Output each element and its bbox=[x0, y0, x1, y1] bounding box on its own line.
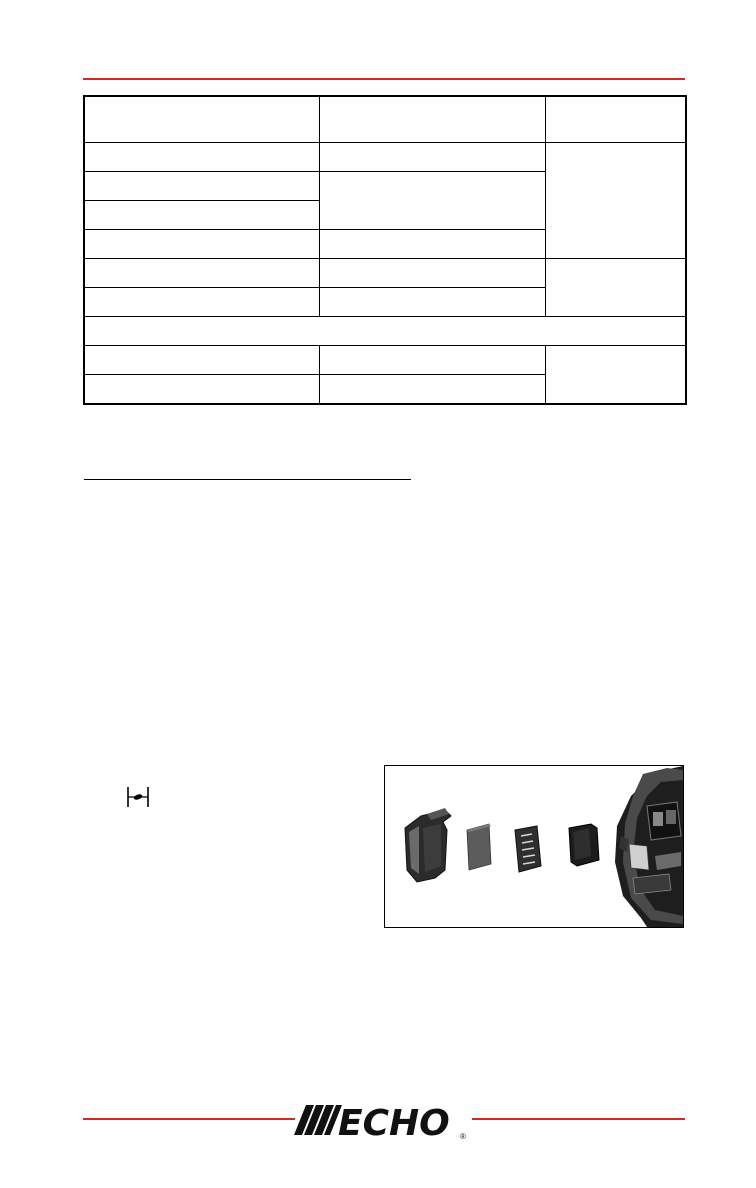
table-cell bbox=[319, 230, 545, 259]
table-cell bbox=[319, 259, 545, 288]
table-cell bbox=[319, 346, 545, 375]
table-cell bbox=[84, 201, 319, 230]
pre-filter-icon bbox=[467, 824, 491, 870]
table-cell bbox=[545, 259, 686, 317]
echo-logo bbox=[292, 1099, 474, 1141]
table-cell bbox=[319, 172, 545, 230]
table-header-row bbox=[84, 96, 686, 143]
header-rule bbox=[83, 78, 685, 80]
table-row bbox=[84, 259, 686, 288]
filter-case-icon bbox=[569, 824, 599, 866]
table-cell bbox=[84, 288, 319, 317]
maintenance-table bbox=[83, 95, 687, 405]
table-cell bbox=[84, 230, 319, 259]
table-header-cell bbox=[545, 96, 686, 143]
filter-element-icon bbox=[515, 826, 541, 872]
logo-stripes-icon bbox=[294, 1105, 342, 1135]
table-cell bbox=[319, 143, 545, 172]
table-section-row bbox=[84, 317, 686, 346]
table-cell bbox=[545, 143, 686, 259]
table-cell bbox=[319, 375, 545, 405]
table-header-cell bbox=[84, 96, 319, 143]
table-cell bbox=[319, 288, 545, 317]
table-header-cell bbox=[319, 96, 545, 143]
footer-rule-left bbox=[83, 1118, 295, 1120]
table-cell bbox=[84, 259, 319, 288]
blower-engine-icon bbox=[615, 766, 683, 927]
air-cleaner-cover-icon bbox=[405, 808, 451, 882]
air-filter-exploded-view-figure bbox=[384, 765, 684, 928]
table-cell bbox=[84, 172, 319, 201]
footer-rule-right bbox=[472, 1118, 685, 1120]
choke-symbol-icon bbox=[126, 786, 150, 808]
table-cell bbox=[545, 346, 686, 405]
registered-mark: ® bbox=[460, 1132, 466, 1141]
table-row bbox=[84, 346, 686, 375]
section-heading-underline bbox=[84, 479, 411, 480]
table-cell bbox=[84, 346, 319, 375]
table-row bbox=[84, 143, 686, 172]
table-cell bbox=[84, 143, 319, 172]
table-cell bbox=[84, 375, 319, 405]
logo-wordmark: ECHO bbox=[338, 1103, 450, 1141]
table-section-cell bbox=[84, 317, 686, 346]
